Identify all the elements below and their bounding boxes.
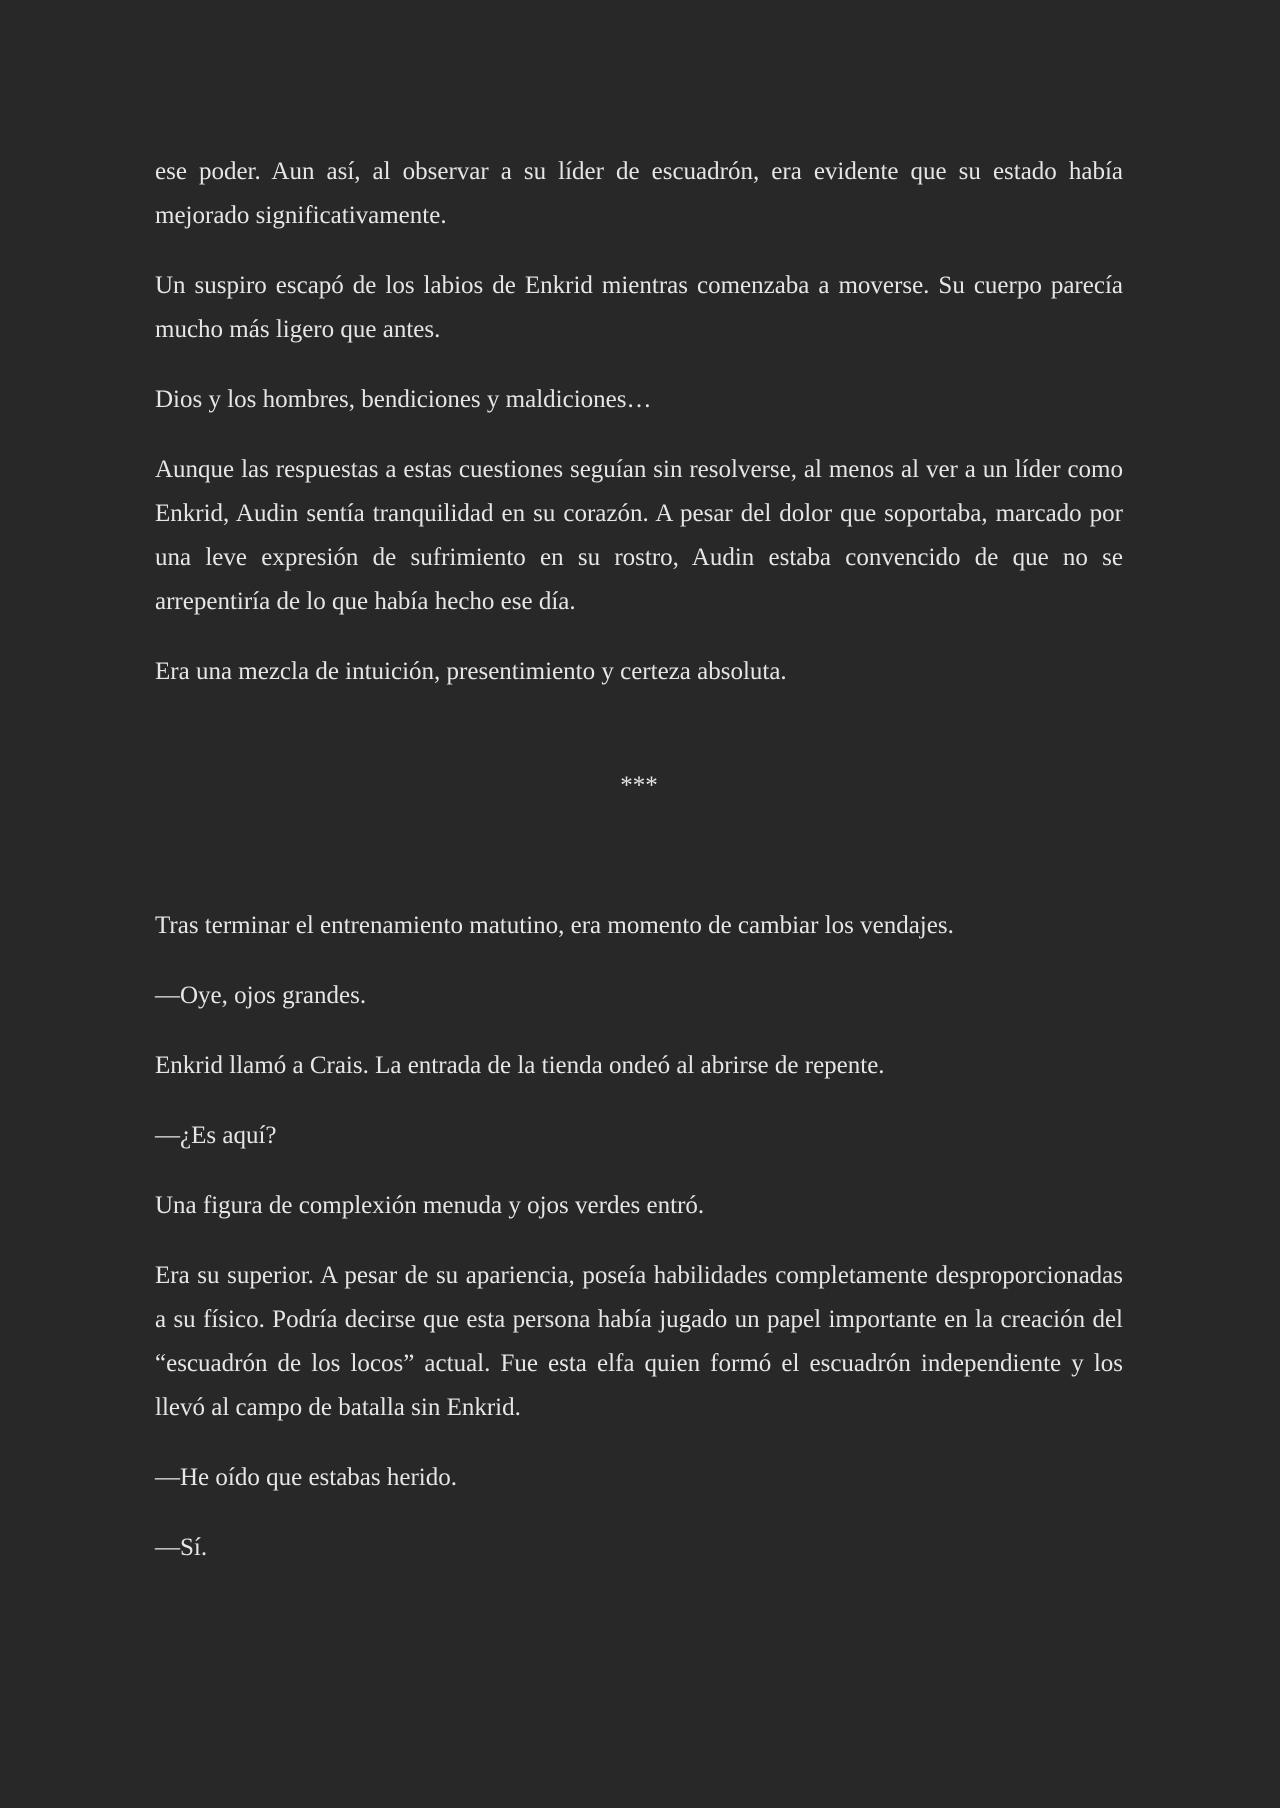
paragraph: —Oye, ojos grandes. [155,982,367,1009]
paragraph: Dios y los hombres, bendiciones y maldiciones… [155,386,652,413]
paragraph: Tras terminar el entrenamiento matutino, era momento de cambiar los vendajes. [155,912,954,939]
paragraph: Era su superior. A pesar de su apariencia, poseía habilidades completamente desproporcionadas a su físico. Podría decirse que esta persona había jugado un papel importante en la creación del “escuadrón de los locos” actual. Fue esta elfa quien formó el escuadrón independiente y los llevó al campo de batalla sin Enkrid. [155,1262,1123,1421]
paragraph: Un suspiro escapó de los labios de Enkrid mientras comenzaba a moverse. Su cuerpo parecía mucho más ligero que antes. [155,272,1123,343]
paragraph: Era una mezcla de intuición, presentimiento y certeza absoluta. [155,658,787,685]
paragraph: —Sí. [155,1534,208,1561]
paragraph: —He oído que estabas herido. [155,1464,458,1491]
paragraph: ese poder. Aun así, al observar a su líder de escuadrón, era evidente que su estado había mejorado significativamente. [155,158,1123,229]
paragraph: —¿Es aquí? [155,1122,277,1149]
paragraph: Una figura de complexión menuda y ojos verdes entró. [155,1192,705,1219]
paragraph: Aunque las respuestas a estas cuestiones seguían sin resolverse, al menos al ver a un líder como Enkrid, Audin sentía tranquilidad en su corazón. A pesar del dolor que soportaba, marcado por una leve expresión de sufrimiento en su rostro, Audin estaba convencido de que no se arrepentiría de lo que había hecho ese día. [155,456,1123,615]
scene-separator: *** [620,772,658,799]
chapter-text [155,150,1123,1596]
paragraph: Enkrid llamó a Crais. La entrada de la tienda ondeó al abrirse de repente. [155,1052,885,1079]
